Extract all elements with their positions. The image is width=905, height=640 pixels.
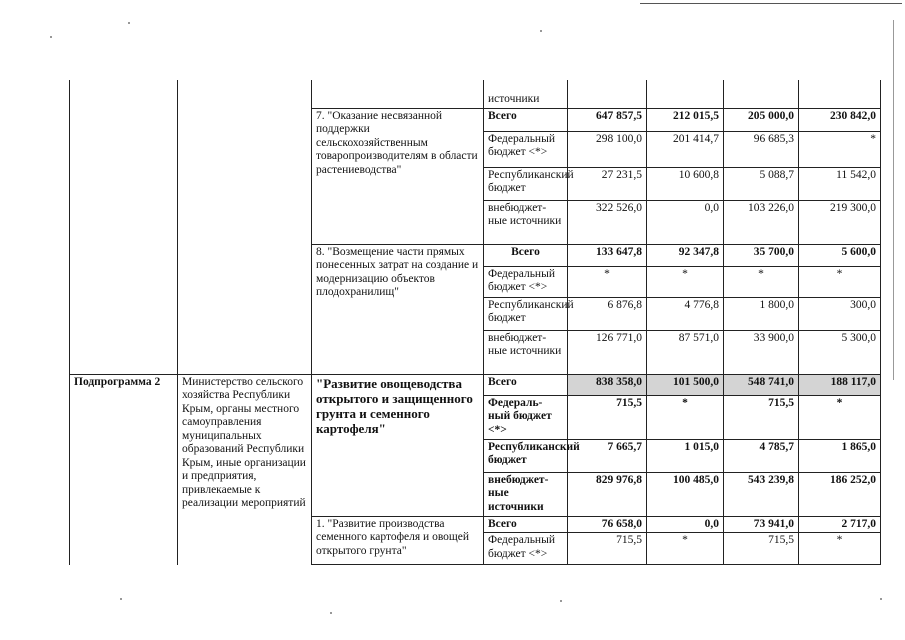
value-cell: * (568, 266, 647, 297)
scan-speck (50, 36, 52, 38)
value-cell: 715,5 (724, 395, 799, 439)
value-cell: 7 665,7 (568, 439, 647, 472)
activity-title: 8. "Возмещение части прямых понесенных затрат на создание и модернизацию объектов плодохранилищ" (312, 244, 484, 374)
activity-title: 1. "Развитие производства семенного картофеля и овощей открытого грунта" (312, 516, 484, 565)
financing-table (69, 80, 881, 565)
value-cell: 5 300,0 (799, 330, 881, 374)
value-cell: 1 865,0 (799, 439, 881, 472)
value-cell: 133 647,8 (568, 244, 647, 266)
scan-speck (880, 598, 882, 600)
value-cell: 76 658,0 (568, 516, 647, 533)
value-cell: 11 542,0 (799, 167, 881, 200)
value-cell: 1 800,0 (724, 297, 799, 330)
value-cell: 4 776,8 (647, 297, 724, 330)
scan-speck (560, 600, 562, 602)
value-cell (647, 80, 724, 108)
scan-top-line (640, 3, 902, 4)
value-cell: 100 485,0 (647, 472, 724, 516)
subprogram-cell (70, 80, 178, 374)
table-row (70, 80, 881, 108)
value-cell: 101 500,0 (647, 374, 724, 395)
value-cell: 5 088,7 (724, 167, 799, 200)
source-cell: внебюджет-ные источники (484, 472, 568, 516)
value-cell (799, 80, 881, 108)
value-cell: 0,0 (647, 200, 724, 244)
value-cell: 126 771,0 (568, 330, 647, 374)
activity-title: 7. "Оказание несвязанной поддержки сельскохозяйственным товаропроизводителям в области растениеводства" (312, 108, 484, 244)
value-cell: * (647, 395, 724, 439)
value-cell: 35 700,0 (724, 244, 799, 266)
value-cell: * (799, 266, 881, 297)
source-cell: Республиканский бюджет (484, 297, 568, 330)
value-cell: * (647, 266, 724, 297)
value-cell: 201 414,7 (647, 131, 724, 167)
value-cell: 0,0 (647, 516, 724, 533)
value-cell: 715,5 (724, 533, 799, 565)
value-cell: 548 741,0 (724, 374, 799, 395)
value-cell: 647 857,5 (568, 108, 647, 131)
source-cell: Федераль-ный бюджет <*> (484, 395, 568, 439)
value-cell: 6 876,8 (568, 297, 647, 330)
source-cell: Республиканский бюджет (484, 167, 568, 200)
scan-speck (120, 598, 122, 600)
source-cell: источники (484, 80, 568, 108)
value-cell: 322 526,0 (568, 200, 647, 244)
value-cell: 92 347,8 (647, 244, 724, 266)
scan-right-edge-line (893, 20, 894, 380)
value-cell: 186 252,0 (799, 472, 881, 516)
value-cell: 219 300,0 (799, 200, 881, 244)
value-cell: 829 976,8 (568, 472, 647, 516)
activity-cell (312, 80, 484, 108)
source-cell: Всего (484, 108, 568, 131)
value-cell: * (799, 131, 881, 167)
value-cell: 2 717,0 (799, 516, 881, 533)
source-cell: Всего (484, 516, 568, 533)
subprogram-label: Подпрограмма 2 (70, 374, 178, 565)
value-cell: 33 900,0 (724, 330, 799, 374)
executor-cell (178, 80, 312, 374)
value-cell: 212 015,5 (647, 108, 724, 131)
value-cell: * (647, 533, 724, 565)
value-cell: * (799, 533, 881, 565)
table-row (70, 374, 881, 395)
value-cell (724, 80, 799, 108)
source-cell: Федеральный бюджет <*> (484, 266, 568, 297)
value-cell: * (799, 395, 881, 439)
value-cell: 10 600,8 (647, 167, 724, 200)
value-cell: 1 015,0 (647, 439, 724, 472)
subprogram-title: "Развитие овощеводства открытого и защищенного грунта и семенного картофеля" (312, 374, 484, 516)
scan-speck (540, 30, 542, 32)
value-cell: 188 117,0 (799, 374, 881, 395)
value-cell: 300,0 (799, 297, 881, 330)
value-cell: 5 600,0 (799, 244, 881, 266)
value-cell: 73 941,0 (724, 516, 799, 533)
value-cell: 27 231,5 (568, 167, 647, 200)
source-cell: Всего (484, 244, 568, 266)
source-cell: внебюджет-ные источники (484, 200, 568, 244)
value-cell: 103 226,0 (724, 200, 799, 244)
value-cell: * (724, 266, 799, 297)
value-cell: 715,5 (568, 395, 647, 439)
value-cell: 230 842,0 (799, 108, 881, 131)
value-cell: 298 100,0 (568, 131, 647, 167)
value-cell (568, 80, 647, 108)
value-cell: 715,5 (568, 533, 647, 565)
value-cell: 87 571,0 (647, 330, 724, 374)
source-cell: Республиканский бюджет (484, 439, 568, 472)
source-cell: Федеральный бюджет <*> (484, 131, 568, 167)
scan-speck (330, 612, 332, 614)
value-cell: 96 685,3 (724, 131, 799, 167)
source-cell: Федеральный бюджет <*> (484, 533, 568, 565)
source-cell: Всего (484, 374, 568, 395)
source-cell: внебюджет-ные источники (484, 330, 568, 374)
executor-text: Министерство сельского хозяйства Республики Крым, органы местного самоуправления муниципальных образований Республики Крым, иные организации и предприятия, привлекаемые к реализации мероприятий (178, 374, 312, 565)
value-cell: 838 358,0 (568, 374, 647, 395)
value-cell: 205 000,0 (724, 108, 799, 131)
scan-speck (128, 22, 130, 24)
value-cell: 4 785,7 (724, 439, 799, 472)
value-cell: 543 239,8 (724, 472, 799, 516)
